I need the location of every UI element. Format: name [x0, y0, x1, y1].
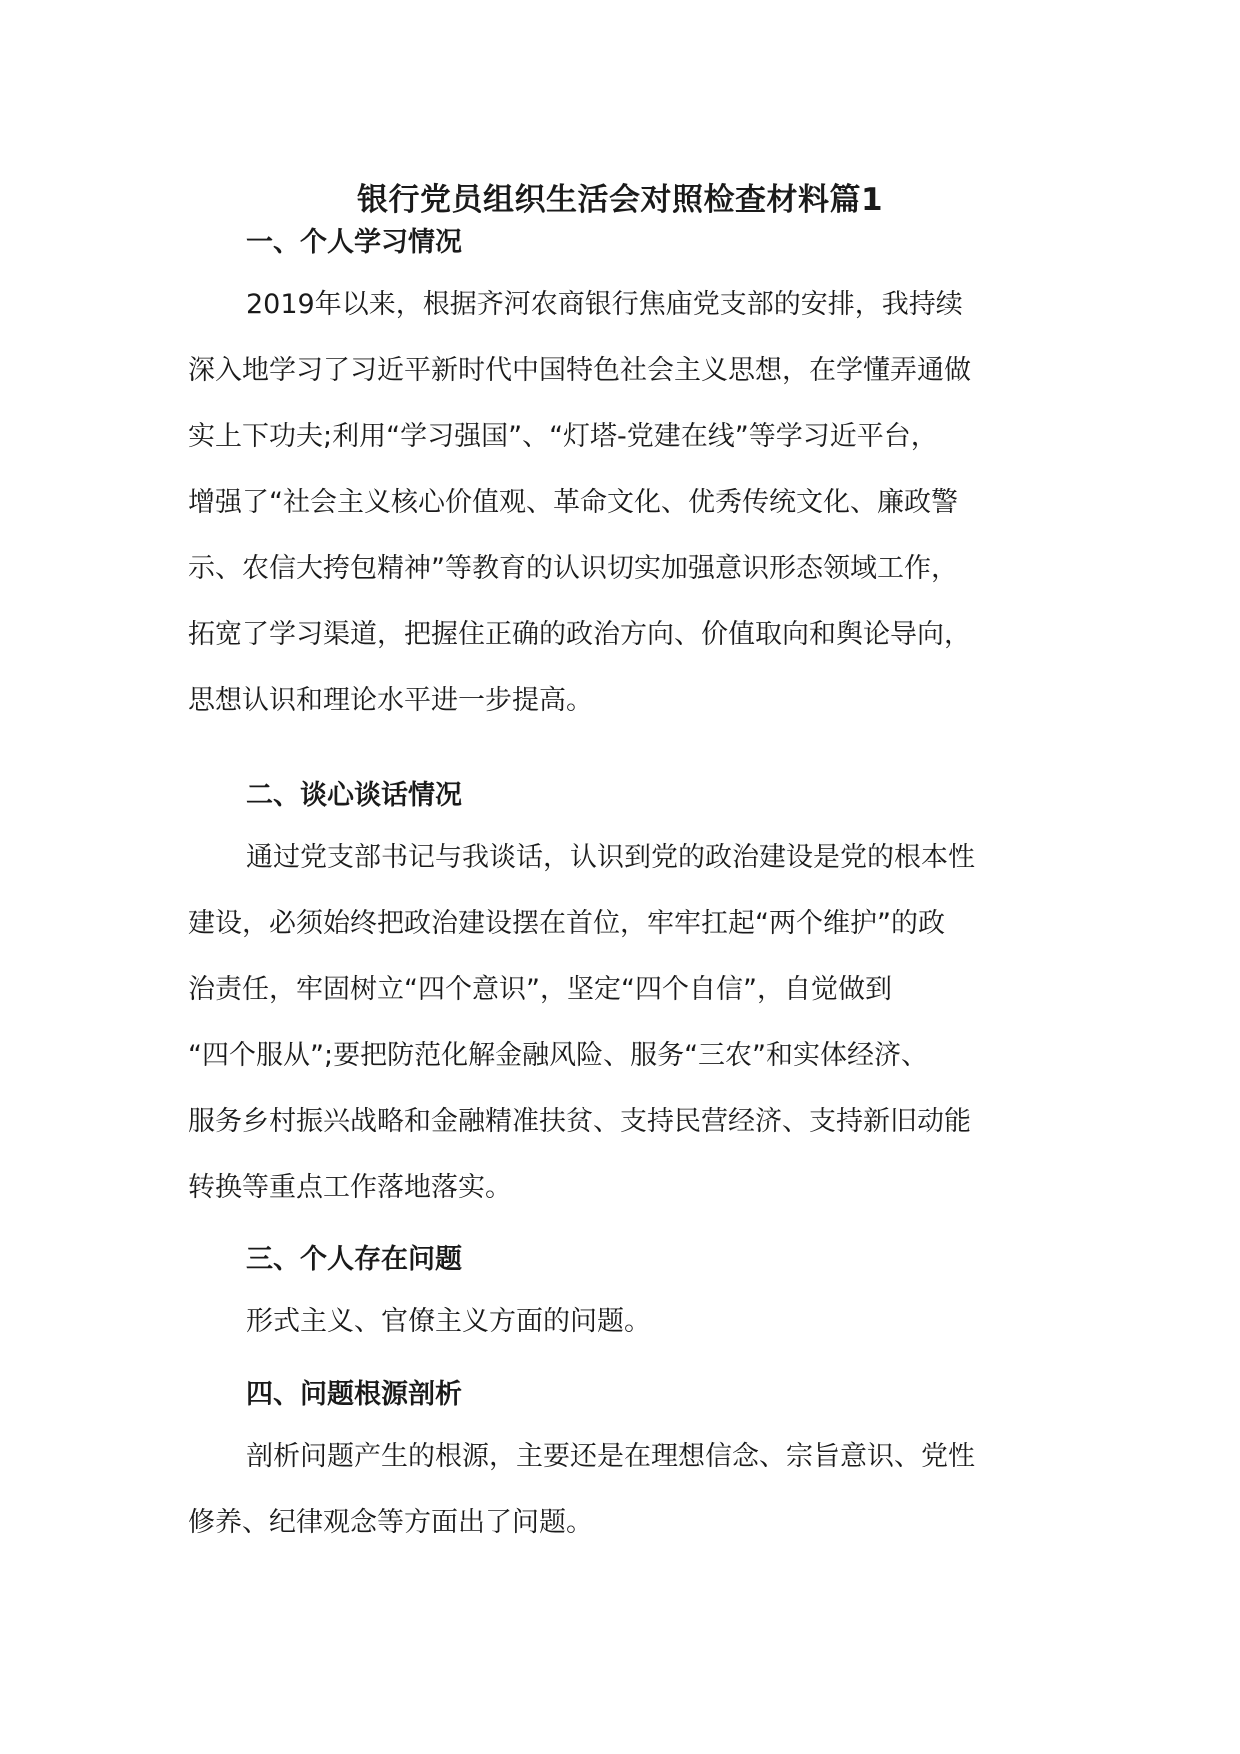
- paragraph-line: 剖析问题产生的根源，主要还是在理想信念、宗旨意识、党性: [246, 1441, 975, 1472]
- paragraph-line: 建设，必须始终把政治建设摆在首位，牢牢扛起“两个维护”的政: [188, 908, 945, 939]
- section-body: [188, 825, 1064, 1221]
- paragraph-line: 形式主义、官僚主义方面的问题。: [246, 1306, 651, 1337]
- section-heading: 二、谈心谈话情况: [246, 780, 462, 811]
- paragraph-line: 治责任，牢固树立“四个意识”，坚定“四个自信”，自觉做到: [188, 974, 892, 1005]
- section-personal-study: [188, 223, 1064, 734]
- paragraph-line: 增强了“社会主义核心价值观、革命文化、优秀传统文化、廉政警: [188, 487, 958, 518]
- paragraph-line: 转换等重点工作落地落实。: [188, 1172, 512, 1203]
- paragraph-line: 示、农信大挎包精神”等教育的认识切实加强意识形态领域工作，: [188, 553, 958, 584]
- paragraph-line: 拓宽了学习渠道，把握住正确的政治方向、价值取向和舆论导向，: [188, 619, 971, 650]
- section-existing-problems: [188, 1240, 1064, 1355]
- paragraph-line: 修养、纪律观念等方面出了问题。: [188, 1507, 593, 1538]
- section-body: [188, 272, 1064, 734]
- paragraph-line: 深入地学习了习近平新时代中国特色社会主义思想，在学懂弄通做: [188, 355, 971, 386]
- section-heart-to-heart-talk: [188, 776, 1064, 1221]
- section-heading: 四、问题根源剖析: [246, 1379, 462, 1410]
- document-title: 银行党员组织生活会对照检查材料篇1: [356, 182, 884, 218]
- paragraph-line: “四个服从”;要把防范化解金融风险、服务“三农”和实体经济、: [188, 1040, 929, 1071]
- paragraph-line: 服务乡村振兴战略和金融精准扶贫、支持民营经济、支持新旧动能: [188, 1106, 971, 1137]
- section-heading: 三、个人存在问题: [246, 1244, 462, 1275]
- paragraph-line: 思想认识和理论水平进一步提高。: [188, 685, 593, 716]
- section-body: [188, 1289, 1064, 1355]
- paragraph-line: 通过党支部书记与我谈话，认识到党的政治建设是党的根本性: [246, 842, 975, 873]
- section-root-cause-analysis: [188, 1375, 1064, 1556]
- paragraph-line: 实上下功夫;利用“学习强国”、“灯塔-党建在线”等学习近平台，: [188, 421, 938, 452]
- paragraph-line: 2019年以来，根据齐河农商银行焦庙党支部的安排，我持续: [246, 289, 963, 320]
- section-body: [188, 1424, 1064, 1556]
- section-heading: 一、个人学习情况: [246, 227, 462, 258]
